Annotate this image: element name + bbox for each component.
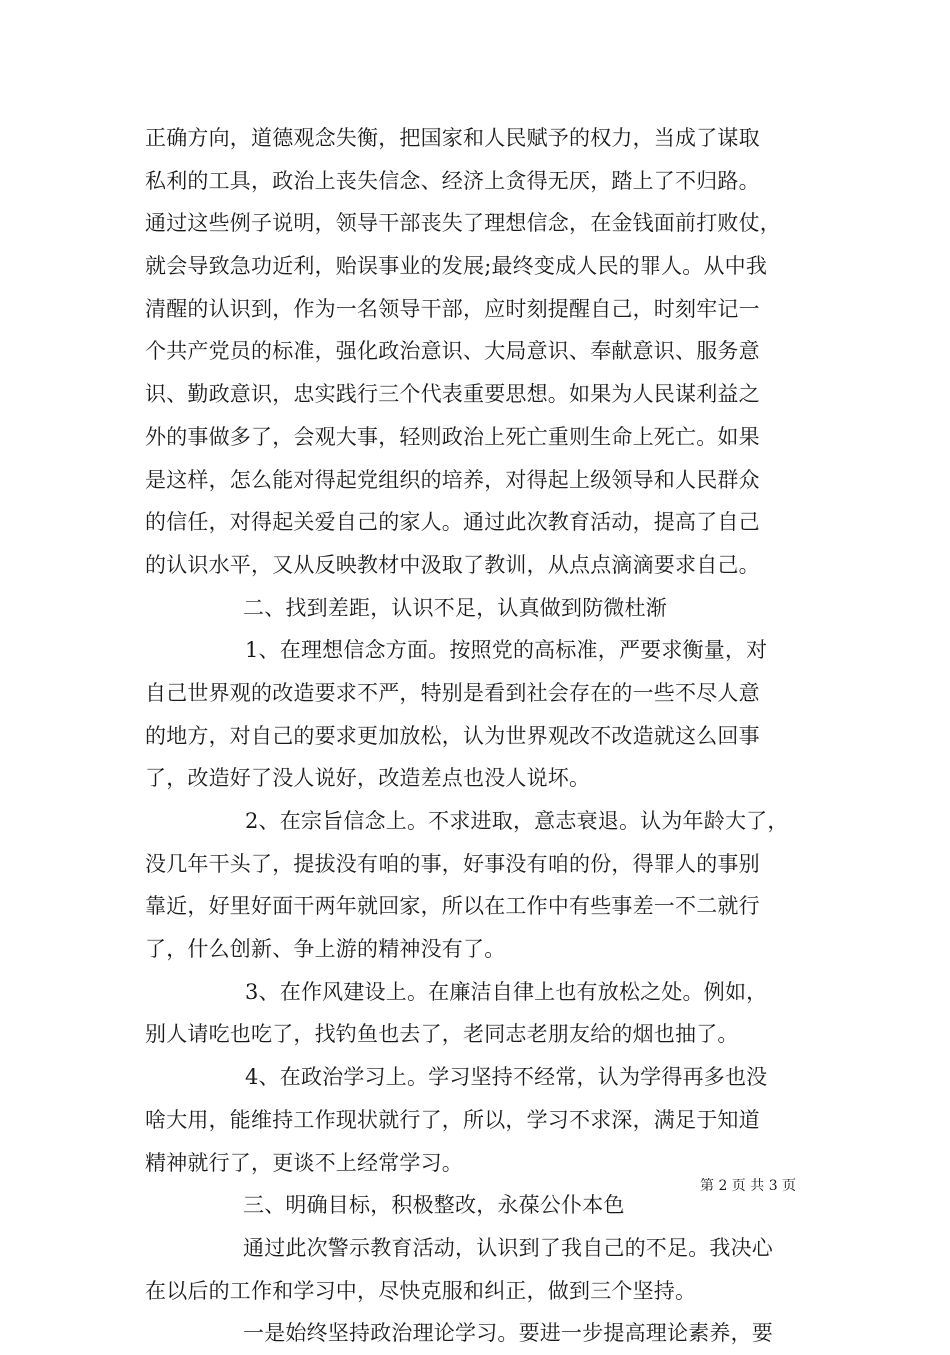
text-line: 三、明确目标，积极整改，永葆公仆本色 (243, 1193, 625, 1218)
page-footer: 第 2 页 共 3 页 (700, 1178, 797, 1194)
text-line: 了，改造好了没人说好，改造差点也没人说坏。 (145, 766, 591, 791)
text-line: 就会导致急功近利，贻误事业的发展;最终变成人民的罪人。从中我 (145, 254, 768, 279)
text-line: 清醒的认识到，作为一名领导干部，应时刻提醒自己，时刻牢记一 (145, 296, 760, 321)
text-line: 了，什么创新、争上游的精神没有了。 (145, 937, 506, 962)
text-line: 通过此次警示教育活动，认识到了我自己的不足。我决心 (243, 1235, 773, 1260)
text-line: 在以后的工作和学习中，尽快克服和纠正，做到三个坚持。 (145, 1278, 697, 1303)
text-line: 自己世界观的改造要求不严，特别是看到社会存在的一些不尽人意 (145, 680, 760, 705)
text-line: 1、在理想信念方面。按照党的高标准，严要求衡量，对 (245, 638, 768, 663)
text-line: 别人请吃也吃了，找钓鱼也去了，老同志老朋友给的烟也抽了。 (145, 1022, 739, 1047)
text-line: 私利的工具，政治上丧失信念、经济上贪得无厌，踏上了不归路。 (145, 168, 760, 193)
text-line: 没几年干头了，提拔没有咱的事，好事没有咱的份，得罪人的事别 (145, 851, 760, 876)
text-line: 外的事做多了，会观大事，轻则政治上死亡重则生命上死亡。如果 (145, 424, 760, 449)
text-line: 正确方向，道德观念失衡，把国家和人民赋予的权力，当成了谋取 (145, 126, 760, 150)
text-line: 靠近，好里好面干两年就回家，所以在工作中有些事差一不二就行 (145, 894, 760, 919)
text-line: 个共产党员的标准，强化政治意识、大局意识、奉献意识、服务意 (145, 339, 760, 364)
text-line: 二、找到差距，认识不足，认真做到防微杜渐 (243, 595, 667, 620)
text-line: 的信任，对得起关爱自己的家人。通过此次教育活动，提高了自己 (145, 510, 760, 535)
text-line: 啥大用，能维持工作现状就行了，所以，学习不求深，满足于知道 (145, 1107, 760, 1132)
text-line: 一是始终坚持政治理论学习。要进一步提高理论素养，要 (243, 1321, 773, 1346)
text-line: 是这样，怎么能对得起党组织的培养，对得起上级领导和人民群众 (145, 467, 760, 492)
text-line: 的地方，对自己的要求更加放松，认为世界观改不改造就这么回事 (145, 723, 760, 748)
text-line: 4、在政治学习上。学习坚持不经常，认为学得再多也没 (245, 1065, 768, 1090)
text-line: 2、在宗旨信念上。不求进取，意志衰退。认为年龄大了， (245, 809, 789, 833)
text-line: 识、勤政意识，忠实践行三个代表重要思想。如果为人民谋利益之 (145, 382, 760, 407)
document-body (145, 117, 813, 1355)
text-line: 的认识水平，又从反映教材中汲取了教训，从点点滴滴要求自己。 (145, 552, 760, 577)
text-line: 通过这些例子说明，领导干部丧失了理想信念，在金钱面前打败仗， (145, 211, 781, 236)
text-line: 精神就行了，更谈不上经常学习。 (145, 1150, 463, 1175)
text-line: 3、在作风建设上。在廉洁自律上也有放松之处。例如， (245, 979, 768, 1004)
